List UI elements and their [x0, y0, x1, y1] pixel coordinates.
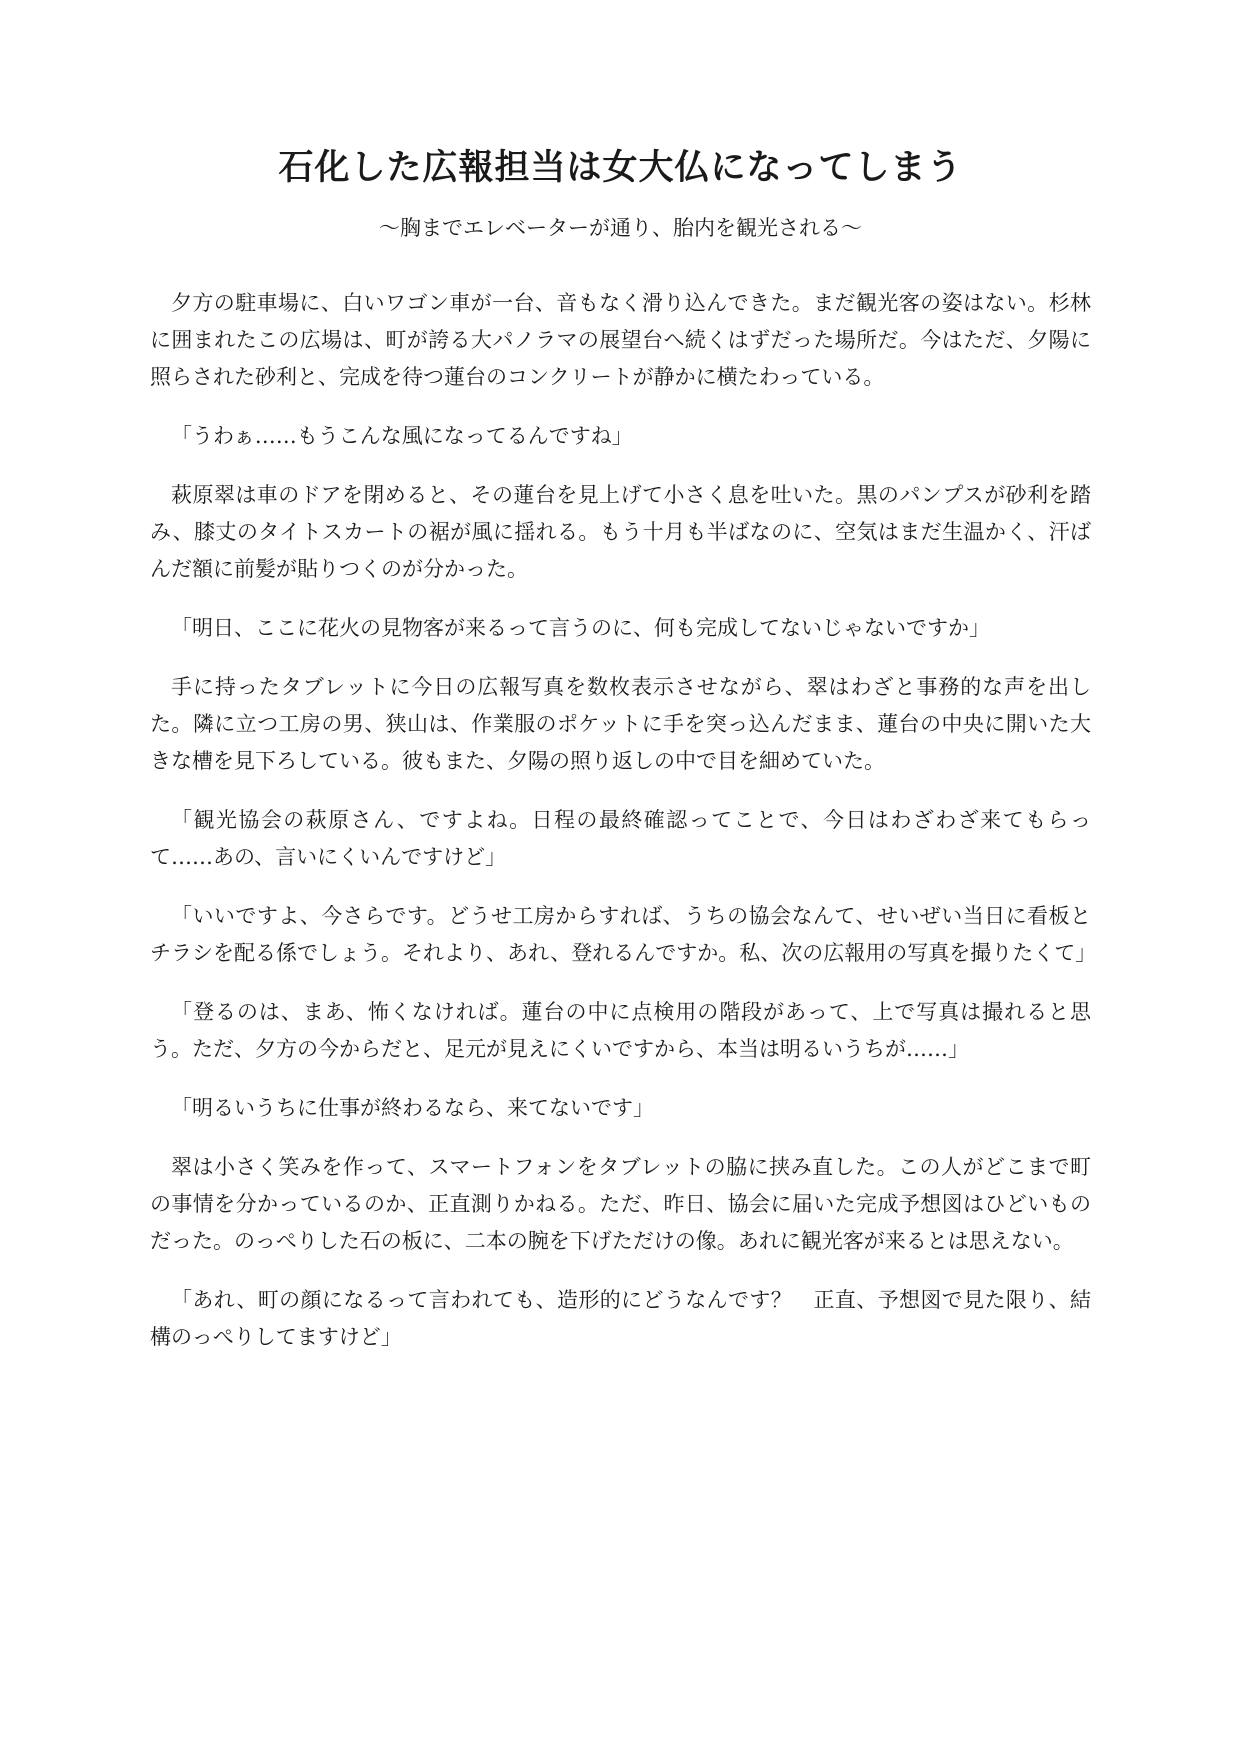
paragraph-1: 夕方の駐車場に、白いワゴン車が一台、音もなく滑り込んできた。まだ観光客の姿はない。杉林に囲まれたこの広場は、町が誇る大パノラマの展望台へ続くはずだった場所だ。今はただ、夕陽に照らされた砂利と、完成を待つ蓮台のコンクリートが静かに横たわっている。	[150, 291, 1091, 389]
paragraph-5: 手に持ったタブレットに今日の広報写真を数枚表示させながら、翠はわざと事務的な声を出した。隣に立つ工房の男、狭山は、作業服のポケットに手を突っ込んだまま、蓮台の中央に開いた大きな槽を見下ろしている。彼もまた、夕陽の照り返しの中で目を細めていた。	[150, 675, 1091, 773]
document-title: 石化した広報担当は女大仏になってしまう	[278, 147, 963, 188]
paragraph-11: 「あれ、町の顔になるって言われても、造形的にどうなんです？ 正直、予想図で見た限り、結構のっぺりしてますけど」	[150, 1288, 1091, 1349]
document-subtitle: 〜胸までエレベーターが通り、胎内を観光される〜	[379, 216, 862, 240]
paragraph-6: 「観光協会の萩原さん、ですよね。日程の最終確認ってことで、今日はわざわざ来てもらって……あの、言いにくいんですけど」	[150, 808, 1091, 869]
paragraph-4: 「明日、ここに花火の見物客が来るって言うのに、何も完成してないじゃないですか」	[171, 616, 990, 640]
paragraph-8: 「登るのは、まあ、怖くなければ。蓮台の中に点検用の階段があって、上で写真は撮れると思う。ただ、夕方の今からだと、足元が見えにくいですから、本当は明るいうちが……」	[150, 1000, 1091, 1061]
paragraph-2: 「うわぁ……もうこんな風になってるんですね」	[171, 424, 633, 448]
paragraph-7: 「いいですよ、今さらです。どうせ工房からすれば、うちの協会なんて、せいぜい当日に看板とチラシを配る係でしょう。それより、あれ、登れるんですか。私、次の広報用の写真を撮りたくて」	[150, 904, 1097, 965]
paragraph-9: 「明るいうちに仕事が終わるなら、来てないです」	[171, 1096, 654, 1120]
paragraph-10: 翠は小さく笑みを作って、スマートフォンをタブレットの脇に挟み直した。この人がどこまで町の事情を分かっているのか、正直測りかねる。ただ、昨日、協会に届いた完成予想図はひどいものだった。のっぺりした石の板に、二本の腕を下げただけの像。あれに観光客が来るとは思えない。	[150, 1155, 1091, 1253]
document-body	[150, 285, 1097, 1356]
paragraph-3: 萩原翠は車のドアを閉めると、その蓮台を見上げて小さく息を吐いた。黒のパンプスが砂利を踏み、膝丈のタイトスカートの裾が風に揺れる。もう十月も半ばなのに、空気はまだ生温かく、汗ばんだ額に前髪が貼りつくのが分かった。	[150, 483, 1091, 581]
